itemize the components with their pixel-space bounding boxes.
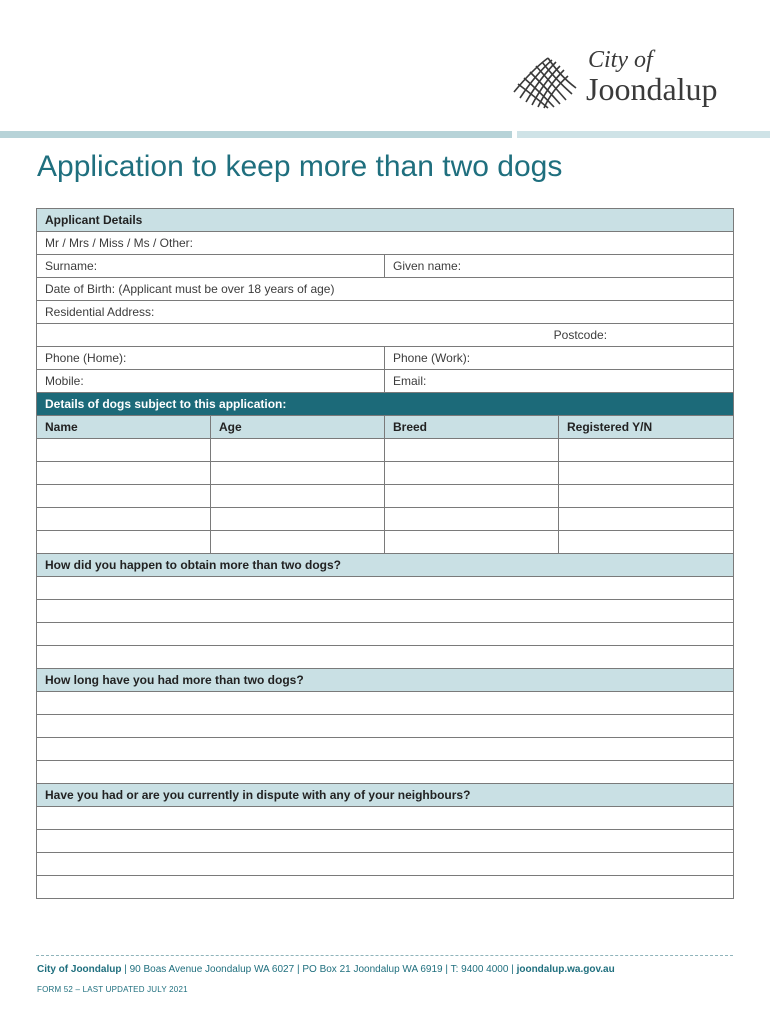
footer-org: City of Joondalup	[37, 964, 122, 975]
dog-registered-cell[interactable]	[559, 531, 734, 554]
answer-line[interactable]	[37, 600, 734, 623]
address-field[interactable]: Residential Address:	[37, 301, 734, 324]
footer-details: | 90 Boas Avenue Joondalup WA 6027 | PO Box 21 Joondalup WA 6919 | T: 9400 4000 |	[121, 964, 517, 975]
answer-line[interactable]	[37, 761, 734, 784]
column-header-registered: Registered Y/N	[559, 416, 734, 439]
dog-name-cell[interactable]	[37, 485, 211, 508]
mobile-field[interactable]: Mobile:	[37, 370, 385, 393]
dog-row	[37, 485, 734, 508]
application-form-table	[36, 208, 734, 899]
answer-line[interactable]	[37, 577, 734, 600]
city-logo-wordmark	[586, 48, 718, 105]
logo-line-1: City of	[588, 47, 653, 73]
city-logo-mark-icon	[512, 54, 582, 110]
answer-line[interactable]	[37, 646, 734, 669]
postcode-field[interactable]: Postcode:	[37, 324, 734, 347]
dog-age-cell[interactable]	[211, 485, 385, 508]
dob-field[interactable]: Date of Birth: (Applicant must be over 18 years of age)	[37, 278, 734, 301]
dog-age-cell[interactable]	[211, 508, 385, 531]
answer-line[interactable]	[37, 830, 734, 853]
dogs-column-headers	[37, 416, 734, 439]
question-1-header	[37, 554, 734, 577]
column-header-name: Name	[37, 416, 211, 439]
dog-registered-cell[interactable]	[559, 439, 734, 462]
dog-breed-cell[interactable]	[385, 439, 559, 462]
answer-line[interactable]	[37, 853, 734, 876]
question-1-label: How did you happen to obtain more than two dogs?	[37, 554, 734, 577]
given-name-field[interactable]: Given name:	[385, 255, 734, 278]
dog-breed-cell[interactable]	[385, 462, 559, 485]
question-2-header	[37, 669, 734, 692]
email-field[interactable]: Email:	[385, 370, 734, 393]
header-band-right	[517, 131, 770, 138]
header-band-left	[0, 131, 512, 138]
dog-row	[37, 531, 734, 554]
phone-work-field[interactable]: Phone (Work):	[385, 347, 734, 370]
dog-name-cell[interactable]	[37, 508, 211, 531]
column-header-age: Age	[211, 416, 385, 439]
footer-website-link[interactable]: joondalup.wa.gov.au	[516, 964, 615, 975]
dog-age-cell[interactable]	[211, 439, 385, 462]
dogs-details-heading: Details of dogs subject to this application:	[37, 393, 734, 416]
dog-name-cell[interactable]	[37, 462, 211, 485]
dog-breed-cell[interactable]	[385, 531, 559, 554]
dog-breed-cell[interactable]	[385, 485, 559, 508]
question-3-label: Have you had or are you currently in dispute with any of your neighbours?	[37, 784, 734, 807]
dog-registered-cell[interactable]	[559, 485, 734, 508]
dog-registered-cell[interactable]	[559, 508, 734, 531]
dog-name-cell[interactable]	[37, 439, 211, 462]
dog-row	[37, 462, 734, 485]
dog-name-cell[interactable]	[37, 531, 211, 554]
footer-contact	[37, 964, 615, 975]
footer-divider	[36, 955, 733, 956]
dogs-details-header	[37, 393, 734, 416]
applicant-details-header	[37, 209, 734, 232]
city-logo	[512, 48, 742, 110]
dog-age-cell[interactable]	[211, 531, 385, 554]
dog-breed-cell[interactable]	[385, 508, 559, 531]
answer-line[interactable]	[37, 738, 734, 761]
question-3-header	[37, 784, 734, 807]
answer-line[interactable]	[37, 692, 734, 715]
surname-field[interactable]: Surname:	[37, 255, 385, 278]
dog-age-cell[interactable]	[211, 462, 385, 485]
dog-row	[37, 439, 734, 462]
dog-registered-cell[interactable]	[559, 462, 734, 485]
phone-home-field[interactable]: Phone (Home):	[37, 347, 385, 370]
answer-line[interactable]	[37, 876, 734, 899]
answer-line[interactable]	[37, 623, 734, 646]
title-field[interactable]: Mr / Mrs / Miss / Ms / Other:	[37, 232, 734, 255]
answer-line[interactable]	[37, 807, 734, 830]
page-title: Application to keep more than two dogs	[37, 150, 563, 183]
dog-row	[37, 508, 734, 531]
column-header-breed: Breed	[385, 416, 559, 439]
question-2-label: How long have you had more than two dogs?	[37, 669, 734, 692]
logo-line-2: Joondalup	[586, 71, 718, 107]
form-id: FORM 52 – LAST UPDATED JULY 2021	[37, 985, 188, 994]
answer-line[interactable]	[37, 715, 734, 738]
applicant-details-heading: Applicant Details	[37, 209, 734, 232]
